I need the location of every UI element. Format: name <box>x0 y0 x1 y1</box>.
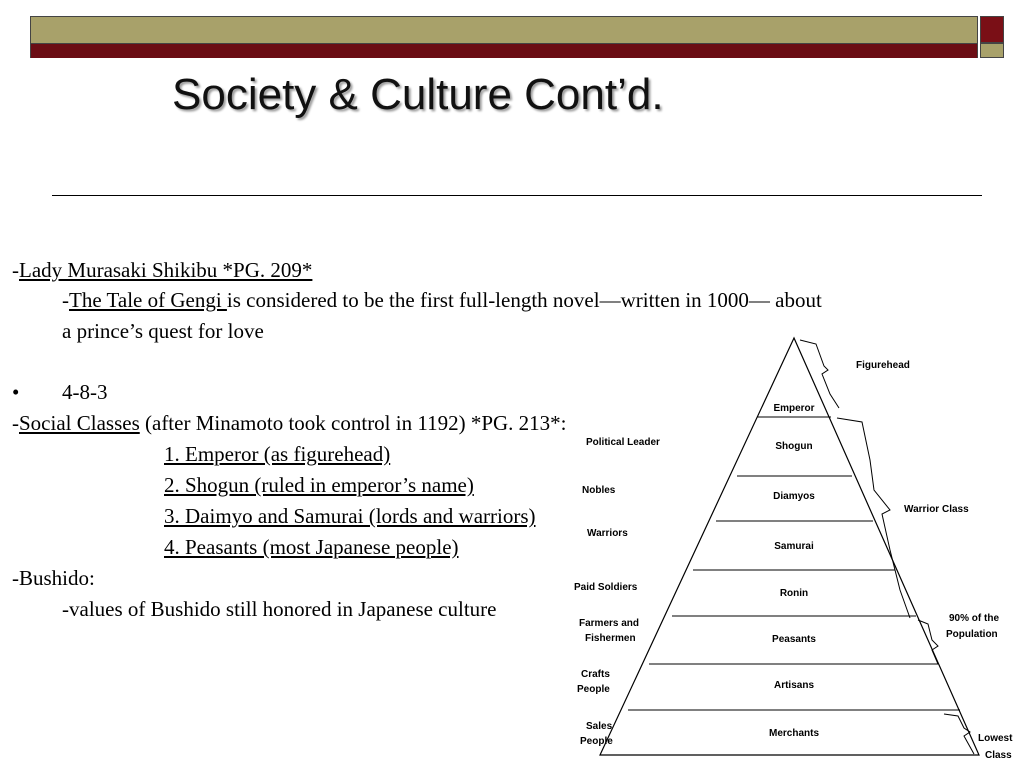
pyramid-left-label: Paid Soldiers <box>574 582 638 593</box>
header-corner-square-top <box>980 16 1004 43</box>
class-list-item: 1. Emperor (as figurehead) <box>164 442 391 466</box>
dash: - <box>12 411 19 435</box>
pyramid-right-label: 90% of the <box>949 613 1000 624</box>
pyramid-right-label: Population <box>946 629 998 640</box>
pyramid-right-label: Warrior Class <box>904 504 969 515</box>
pyramid-left-label: People <box>577 684 610 695</box>
pyramid-level: Diamyos <box>773 491 815 502</box>
pyramid-level: Emperor <box>773 403 815 414</box>
murasaki-link: Lady Murasaki Shikibu *PG. 209* <box>19 258 313 282</box>
genji-line-2: a prince’s quest for love <box>62 319 264 343</box>
murasaki-line <box>12 255 312 286</box>
social-classes-heading: Social Classes <box>19 411 140 435</box>
class-list-item: 4. Peasants (most Japanese people) <box>164 535 459 559</box>
pyramid-left-label: Nobles <box>582 485 616 496</box>
pyramid-left-label: Fishermen <box>585 633 636 644</box>
pyramid-level: Samurai <box>774 541 814 552</box>
pyramid-left-label: Crafts <box>581 669 610 680</box>
header-bar-olive <box>31 17 977 44</box>
pyramid-level: Merchants <box>768 728 820 739</box>
pyramid-level: Artisans <box>773 680 815 691</box>
bushido-heading: -Bushido: <box>12 566 95 590</box>
pyramid-right-label: Lowest <box>978 733 1013 744</box>
pyramid-level: Ronin <box>779 588 809 599</box>
bullet-text: 4-8-3 <box>62 380 108 404</box>
header-corner-square-bottom <box>980 43 1004 58</box>
bushido-subline: -values of Bushido still honored in Japanese culture <box>62 597 497 621</box>
genji-line <box>62 285 822 316</box>
pyramid-right-label: Figurehead <box>856 360 910 371</box>
genji-rest: is considered to be the first full-length novel—written in 1000— about <box>226 288 822 312</box>
header-bar <box>30 16 978 58</box>
class-list-item: 2. Shogun (ruled in emperor’s name) <box>164 473 474 497</box>
title-divider <box>52 195 982 196</box>
class-list-item: 3. Daimyo and Samurai (lords and warriors) <box>164 504 536 528</box>
header-bar-maroon <box>31 44 977 58</box>
pyramid-level: Peasants <box>772 634 816 645</box>
genji-title: The Tale of Gengi <box>69 288 227 312</box>
pyramid-left-label: Warriors <box>587 528 628 539</box>
social-classes-rest: (after Minamoto took control in 1192) *PG. 213*: <box>139 411 567 435</box>
pyramid-right-label: Class <box>985 750 1012 761</box>
pyramid-left-label: Sales <box>586 721 613 732</box>
social-classes-line <box>12 408 567 439</box>
bullet-symbol: • <box>12 380 20 404</box>
pyramid-left-label: Political Leader <box>586 437 660 448</box>
feudal-pyramid-diagram <box>560 330 1020 762</box>
slide-title: Society & Culture Cont’d. <box>172 70 664 119</box>
dash: - <box>12 258 19 282</box>
pyramid-level: Shogun <box>775 441 813 452</box>
pyramid-left-label: Farmers and <box>579 618 640 629</box>
dash: - <box>62 288 69 312</box>
pyramid-left-label: People <box>580 736 613 747</box>
